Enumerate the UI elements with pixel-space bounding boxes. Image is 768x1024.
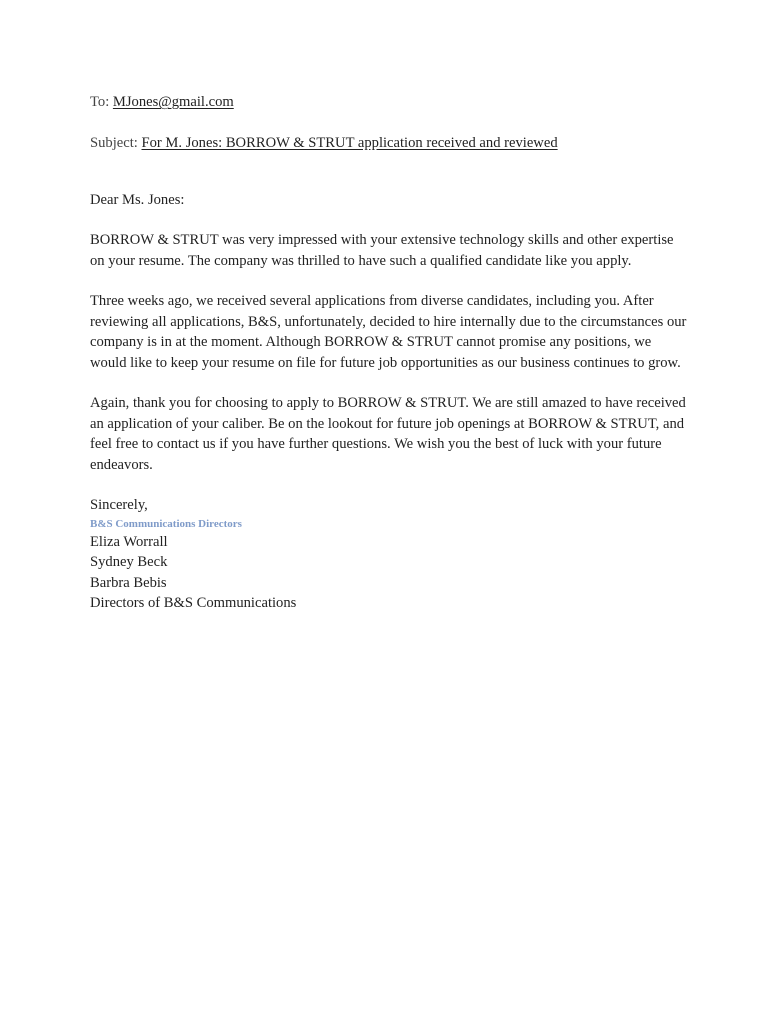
body-paragraph-1: BORROW & STRUT was very impressed with your extensive technology skills and other expertise on your resume. The company was thrilled to have such a qualified candidate like you apply. [90,232,674,269]
signoff: Sincerely, [90,497,148,513]
subject-line [90,133,690,154]
brand-line: B&S Communications Directors [90,517,242,530]
to-line [90,92,690,112]
email-letter [90,92,690,614]
subject-text: For M. Jones: BORROW & STRUT application received and reviewed [141,135,558,151]
recipient-email-link[interactable]: MJones@gmail.com [112,94,234,110]
closing-block [90,495,690,614]
subject-label: Subject: [90,135,138,151]
signer-name: Eliza Worrall [90,533,168,550]
signer-name: Sydney Beck [90,554,168,570]
body-paragraph-3: Again, thank you for choosing to apply to BORROW & STRUT. We are still amazed to have received an application of your caliber. Be on the lookout for future job openings at BORROW & STRUT, and feel free to contact us if you have further questions. We wish you the best of luck with your future endeavors. [90,395,686,473]
to-label: To: [90,94,110,110]
body-paragraph-2: Three weeks ago, we received several applications from diverse candidates, including you. After reviewing all applications, B&S, unfortunately, decided to hire internally due to the circumstances our company is in at the moment. Although BORROW & STRUT cannot promise any positions, we would like to keep your resume on file for future job opportunities as our business continues to grow. [90,293,687,371]
salutation: Dear Ms. Jones: [90,191,185,208]
signer-title: Directors of B&S Communications [90,595,297,611]
signer-name: Barbra Bebis [90,574,167,591]
